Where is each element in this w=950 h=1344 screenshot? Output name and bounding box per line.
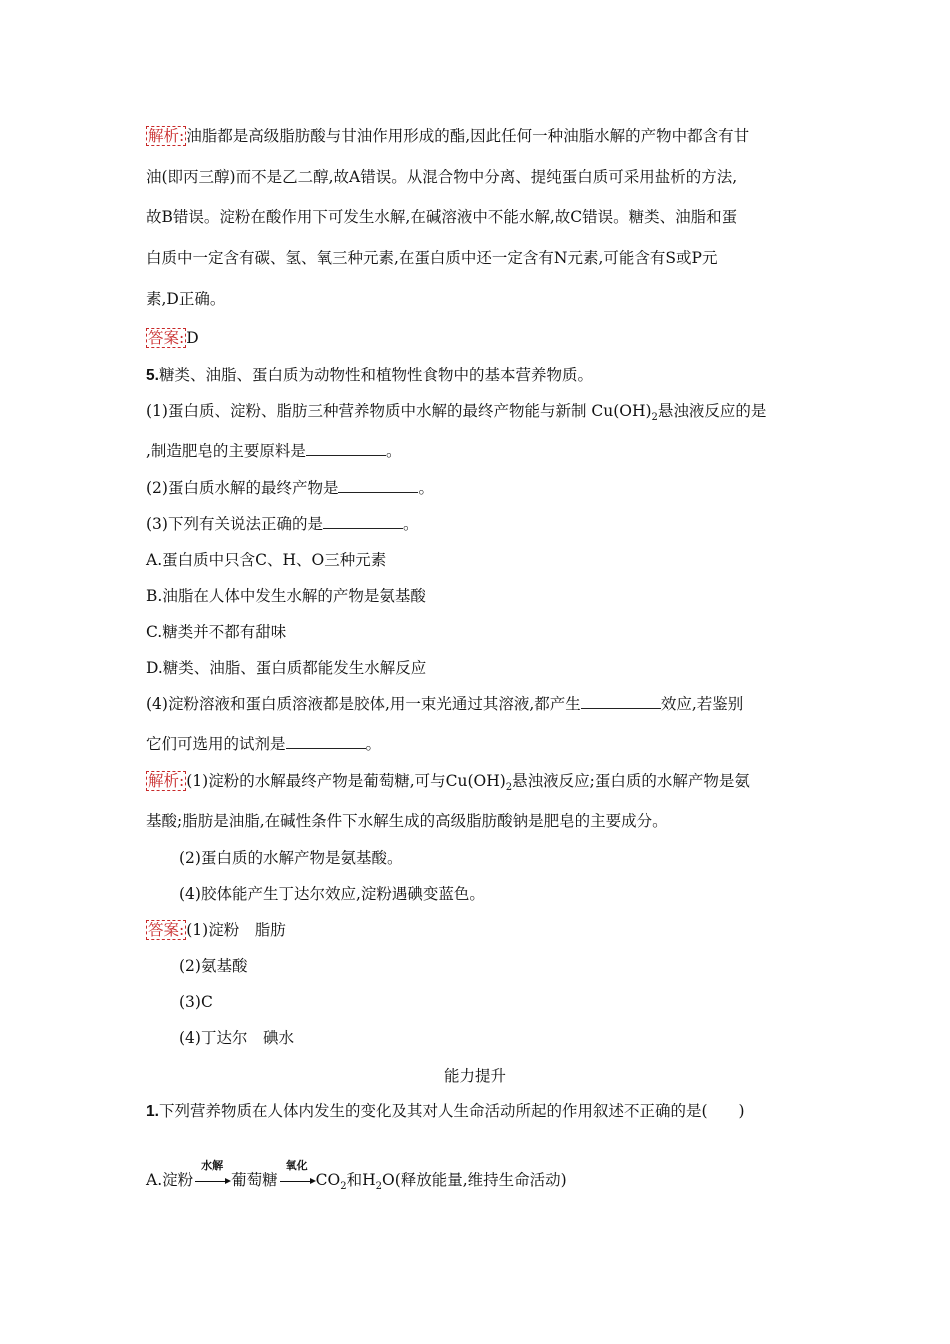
answer-value: D: [186, 329, 199, 347]
question-number: 5.: [146, 367, 159, 384]
question-1-stem: 1.下列营养物质在人体内发生的变化及其对人生命活动所起的作用叙述不正确的是( ): [146, 1102, 745, 1120]
question-5-part-1-cont: ,制造肥皂的主要原料是 。: [146, 442, 402, 460]
answer-5-line-2: (2)氨基酸: [179, 957, 248, 975]
answer-tag: 答案:: [148, 329, 185, 347]
answer-5-line-4: (4)丁达尔 碘水: [179, 1029, 294, 1047]
analysis-5-line-1: 解析: (1)淀粉的水解最终产物是葡萄糖,可与$Cu(OH)_2$悬浊液反应;蛋白质的水解产物是氨: [148, 772, 750, 794]
question-1-option-a: A.淀粉 水解 葡萄糖 氧化 $CO_2$和$H_2O$(释放能量,维持生命活动): [146, 1160, 567, 1193]
question-5-part-1: (1)蛋白质、淀粉、脂肪三种营养物质中水解的最终产物能与新制 $Cu(OH)_2$悬浊液反应的是: [146, 402, 767, 424]
analysis-5-line-4: (4)胶体能产生丁达尔效应,淀粉遇碘变蓝色。: [179, 885, 485, 903]
analysis-5-line-2: 基酸;脂肪是油脂,在碱性条件下水解生成的高级脂肪酸钠是肥皂的主要成分。: [146, 812, 668, 830]
question-5-part-4: (4)淀粉溶液和蛋白质溶液都是胶体,用一束光通过其溶液,都产生 效应,若鉴别: [146, 695, 744, 713]
option-b: B.油脂在人体中发生水解的产物是氨基酸: [146, 587, 426, 605]
answer-blank[interactable]: [323, 514, 403, 529]
option-d: D.糖类、油脂、蛋白质都能发生水解反应: [146, 659, 427, 677]
reaction-arrow: 水解: [193, 1170, 231, 1190]
analysis-line-3: 故B错误。淀粉在酸作用下可发生水解,在碱溶液中不能水解,故C错误。糖类、油脂和蛋: [146, 208, 738, 226]
analysis-line-5: 素,D正确。: [146, 290, 226, 308]
option-a: A.蛋白质中只含C、H、O三种元素: [146, 551, 387, 569]
question-5-stem: 5.糖类、油脂、蛋白质为动物性和植物性食物中的基本营养物质。: [146, 366, 593, 384]
answer-line: [146, 328, 199, 348]
analysis-line-2: 油(即丙三醇)而不是乙二醇,故A错误。从混合物中分离、提纯蛋白质可采用盐析的方法,: [146, 168, 738, 186]
option-c: C.糖类并不都有甜味: [146, 623, 287, 641]
question-5-part-4-cont: 它们可选用的试剂是 。: [146, 735, 382, 753]
question-5-part-2: (2)蛋白质水解的最终产物是 。: [146, 479, 434, 497]
reaction-arrow: 氧化: [278, 1170, 316, 1190]
answer-blank[interactable]: [581, 694, 661, 709]
answer-5-line-3: (3)C: [179, 993, 213, 1011]
analysis-line-4: 白质中一定含有碳、氢、氧三种元素,在蛋白质中还一定含有N元素,可能含有S或P元: [146, 249, 718, 267]
analysis-line-1: 解析: 油脂都是高级脂肪酸与甘油作用形成的酯,因此任何一种油脂水解的产物中都含有甘: [148, 127, 750, 145]
question-5-part-3: (3)下列有关说法正确的是 。: [146, 515, 419, 533]
section-title: 能力提升: [443, 1067, 506, 1085]
question-number: 1.: [146, 1103, 159, 1120]
answer-blank[interactable]: [306, 441, 386, 456]
analysis-5-line-3: (2)蛋白质的水解产物是氨基酸。: [179, 849, 403, 867]
answer-blank[interactable]: [338, 478, 418, 493]
analysis-tag: 解析:: [148, 772, 185, 790]
analysis-tag: 解析:: [148, 127, 185, 145]
answer-tag: 答案:: [148, 921, 185, 939]
answer-5-line-1: 答案: (1)淀粉 脂肪: [148, 921, 286, 939]
answer-blank[interactable]: [286, 734, 366, 749]
